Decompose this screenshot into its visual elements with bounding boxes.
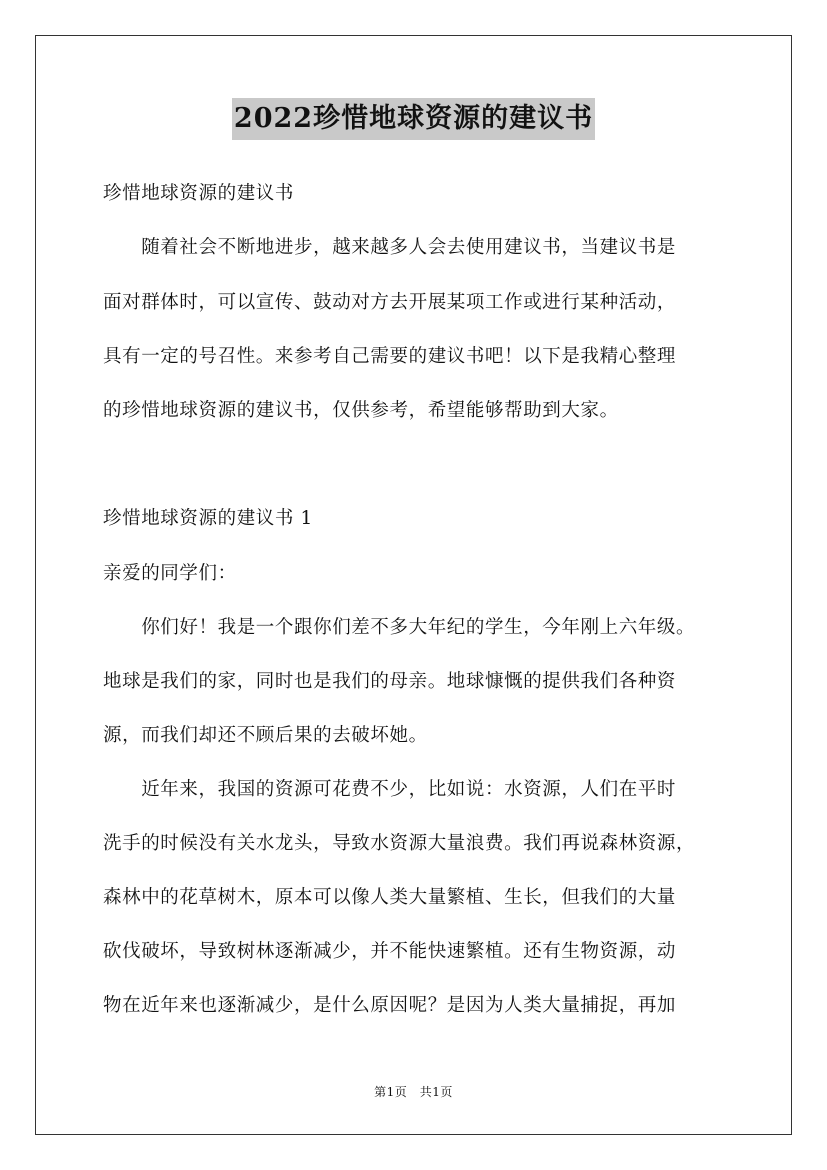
intro-line: 随着社会不断地进步，越来越多人会去使用建议书，当建议书是 <box>103 237 677 258</box>
intro-line: 面对群体时，可以宣传、鼓动对方去开展某项工作或进行某种活动， <box>103 292 677 313</box>
paragraph-line: 地球是我们的家，同时也是我们的母亲。地球慷慨的提供我们各种资 <box>103 671 677 692</box>
page-number: 第1页 共1页 <box>374 1085 453 1099</box>
intro-line: 的珍惜地球资源的建议书，仅供参考，希望能够帮助到大家。 <box>103 400 619 421</box>
section-heading: 珍惜地球资源的建议书 1 <box>103 508 313 529</box>
paragraph-line: 近年来，我国的资源可花费不少，比如说：水资源，人们在平时 <box>103 779 677 800</box>
paragraph-line: 砍伐破坏，导致树林逐渐减少，并不能快速繁植。还有生物资源，动 <box>103 941 677 962</box>
paragraph-line: 物在近年来也逐渐减少，是什么原因呢？是因为人类大量捕捉，再加 <box>103 995 677 1016</box>
document-title: 2022珍惜地球资源的建议书 <box>232 98 595 140</box>
salutation: 亲爱的同学们： <box>103 563 237 584</box>
title-container <box>0 98 827 140</box>
document-subtitle: 珍惜地球资源的建议书 <box>103 183 295 204</box>
paragraph-line: 洗手的时候没有关水龙头，导致水资源大量浪费。我们再说森林资源， <box>103 833 696 854</box>
paragraph-line: 你们好！我是一个跟你们差不多大年纪的学生，今年刚上六年级。 <box>103 617 696 638</box>
paragraph-line: 森林中的花草树木，原本可以像人类大量繁植、生长，但我们的大量 <box>103 887 677 908</box>
intro-line: 具有一定的号召性。来参考自己需要的建议书吧！以下是我精心整理 <box>103 346 677 367</box>
paragraph-line: 源，而我们却还不顾后果的去破坏她。 <box>103 725 428 746</box>
